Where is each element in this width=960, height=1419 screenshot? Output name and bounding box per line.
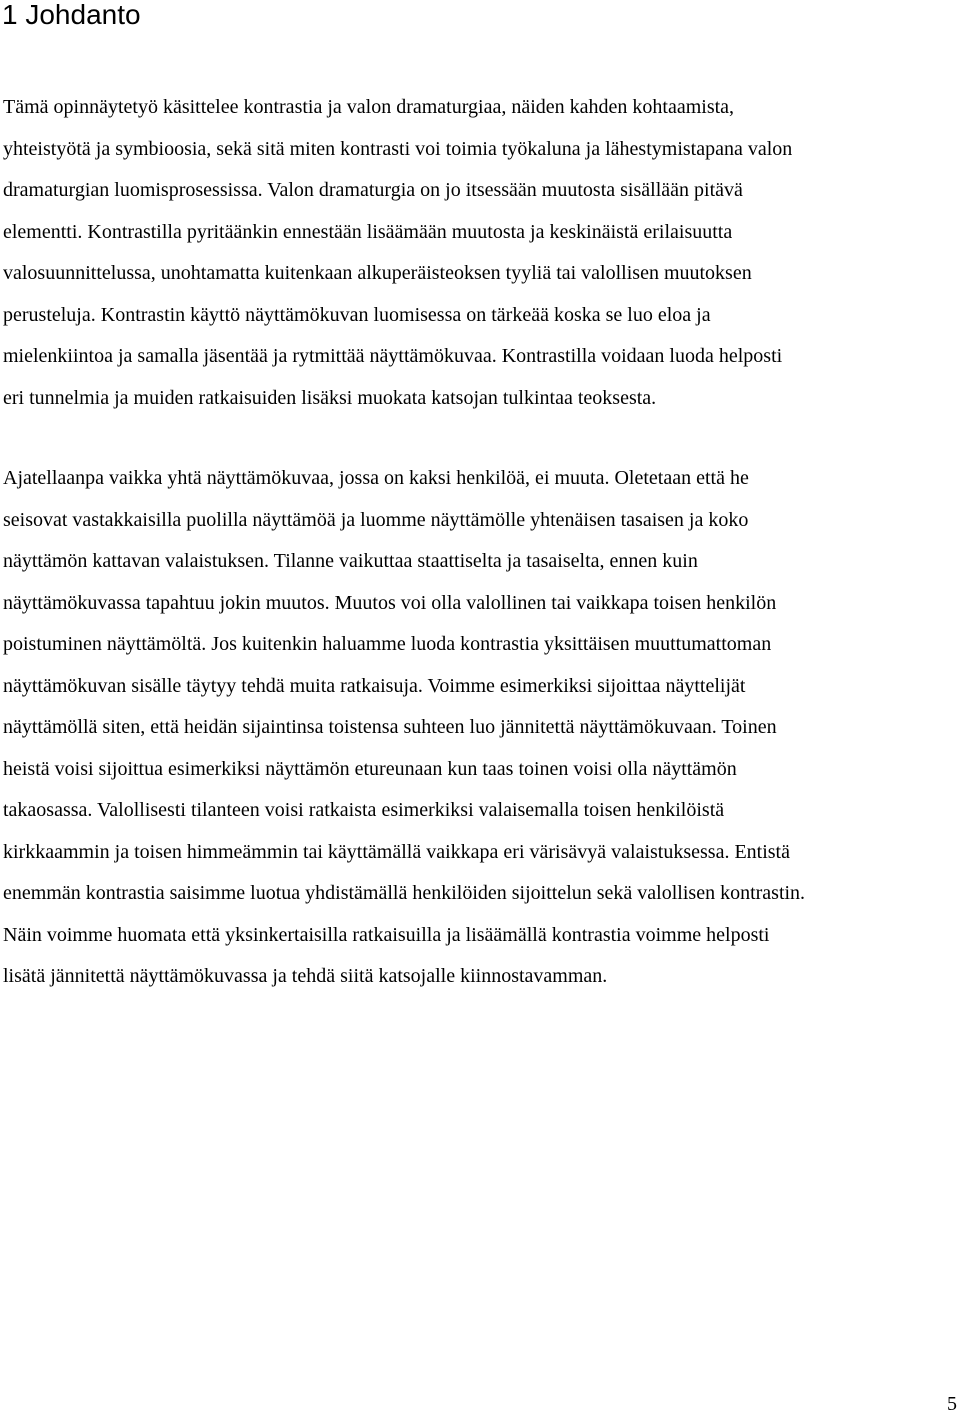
text-line: elementti. Kontrastilla pyritäänkin ennestään lisäämään muutosta ja keskinäistä erilaisuutta: [3, 220, 733, 243]
paragraph: [3, 87, 960, 419]
text-line: näyttämökuvan sisälle täytyy tehdä muita ratkaisuja. Voimme esimerkiksi sijoittaa näyttelijät: [3, 674, 746, 697]
text-line: kirkkaammin ja toisen himmeämmin tai käyttämällä vaikkapa eri värisävyä valaistuksessa. Entistä: [3, 840, 790, 863]
page-number: 5: [947, 1393, 957, 1415]
text-line: näyttämön kattavan valaistuksen. Tilanne vaikuttaa staattiselta ja tasaiselta, ennen kuin: [3, 550, 698, 572]
text-line: Tämä opinnäytetyö käsittelee kontrastia ja valon dramaturgiaa, näiden kahden kohtaamista,: [3, 96, 735, 118]
text-line: Näin voimme huomata että yksinkertaisilla ratkaisuilla ja lisäämällä kontrastia voimme helposti: [3, 923, 770, 946]
text-line: perusteluja. Kontrastin käyttö näyttämökuvan luomisessa on tärkeää koska se luo eloa ja: [3, 303, 711, 326]
text-line: seisovat vastakkaisilla puolilla näyttämöä ja luomme näyttämölle yhtenäisen tasaisen ja koko: [3, 508, 749, 531]
text-line: enemmän kontrastia saisimme luotua yhdistämällä henkilöiden sijoittelun sekä valollisen kontrastin.: [3, 882, 806, 904]
text-line: heistä voisi sijoittua esimerkiksi näyttämön etureunaan kun taas toinen voisi olla näyttämön: [3, 757, 737, 780]
text-line: takaosassa. Valollisesti tilanteen voisi ratkaista esimerkiksi valaisemalla toisen henkilöistä: [3, 799, 725, 821]
text-line: Ajatellaanpa vaikka yhtä näyttämökuvaa, jossa on kaksi henkilöä, ei muuta. Oletetaan että he: [3, 467, 749, 489]
chapter-heading: 1 Johdanto: [2, 0, 141, 30]
text-line: yhteistyötä ja symbioosia, sekä sitä miten kontrasti voi toimia työkaluna ja lähestymistapana valon: [3, 137, 793, 160]
text-line: dramaturgian luomisprosessissa. Valon dramaturgia on jo itsessään muutosta sisällään pitävä: [3, 179, 743, 201]
text-line: mielenkiintoa ja samalla jäsentää ja rytmittää näyttämökuvaa. Kontrastilla voidaan luoda helposti: [3, 345, 783, 367]
text-line: lisätä jännitettä näyttämökuvassa ja tehdä siitä katsojalle kiinnostavamman.: [3, 965, 608, 987]
text-line: eri tunnelmia ja muiden ratkaisuiden lisäksi muokata katsojan tulkintaa teoksesta.: [3, 386, 657, 409]
text-line: valosuunnittelussa, unohtamatta kuitenkaan alkuperäisteoksen tyyliä tai valollisen muutoksen: [3, 262, 752, 284]
paragraph: [3, 458, 960, 998]
text-line: näyttämökuvassa tapahtuu jokin muutos. Muutos voi olla valollinen tai vaikkapa toisen henkilön: [3, 591, 777, 614]
text-line: näyttämöllä siten, että heidän sijaintinsa toistensa suhteen luo jännitettä näyttämökuvaan. Toinen: [3, 716, 777, 738]
text-line: poistuminen näyttämöltä. Jos kuitenkin haluamme luoda kontrastia yksittäisen muuttumattoman: [3, 633, 772, 655]
